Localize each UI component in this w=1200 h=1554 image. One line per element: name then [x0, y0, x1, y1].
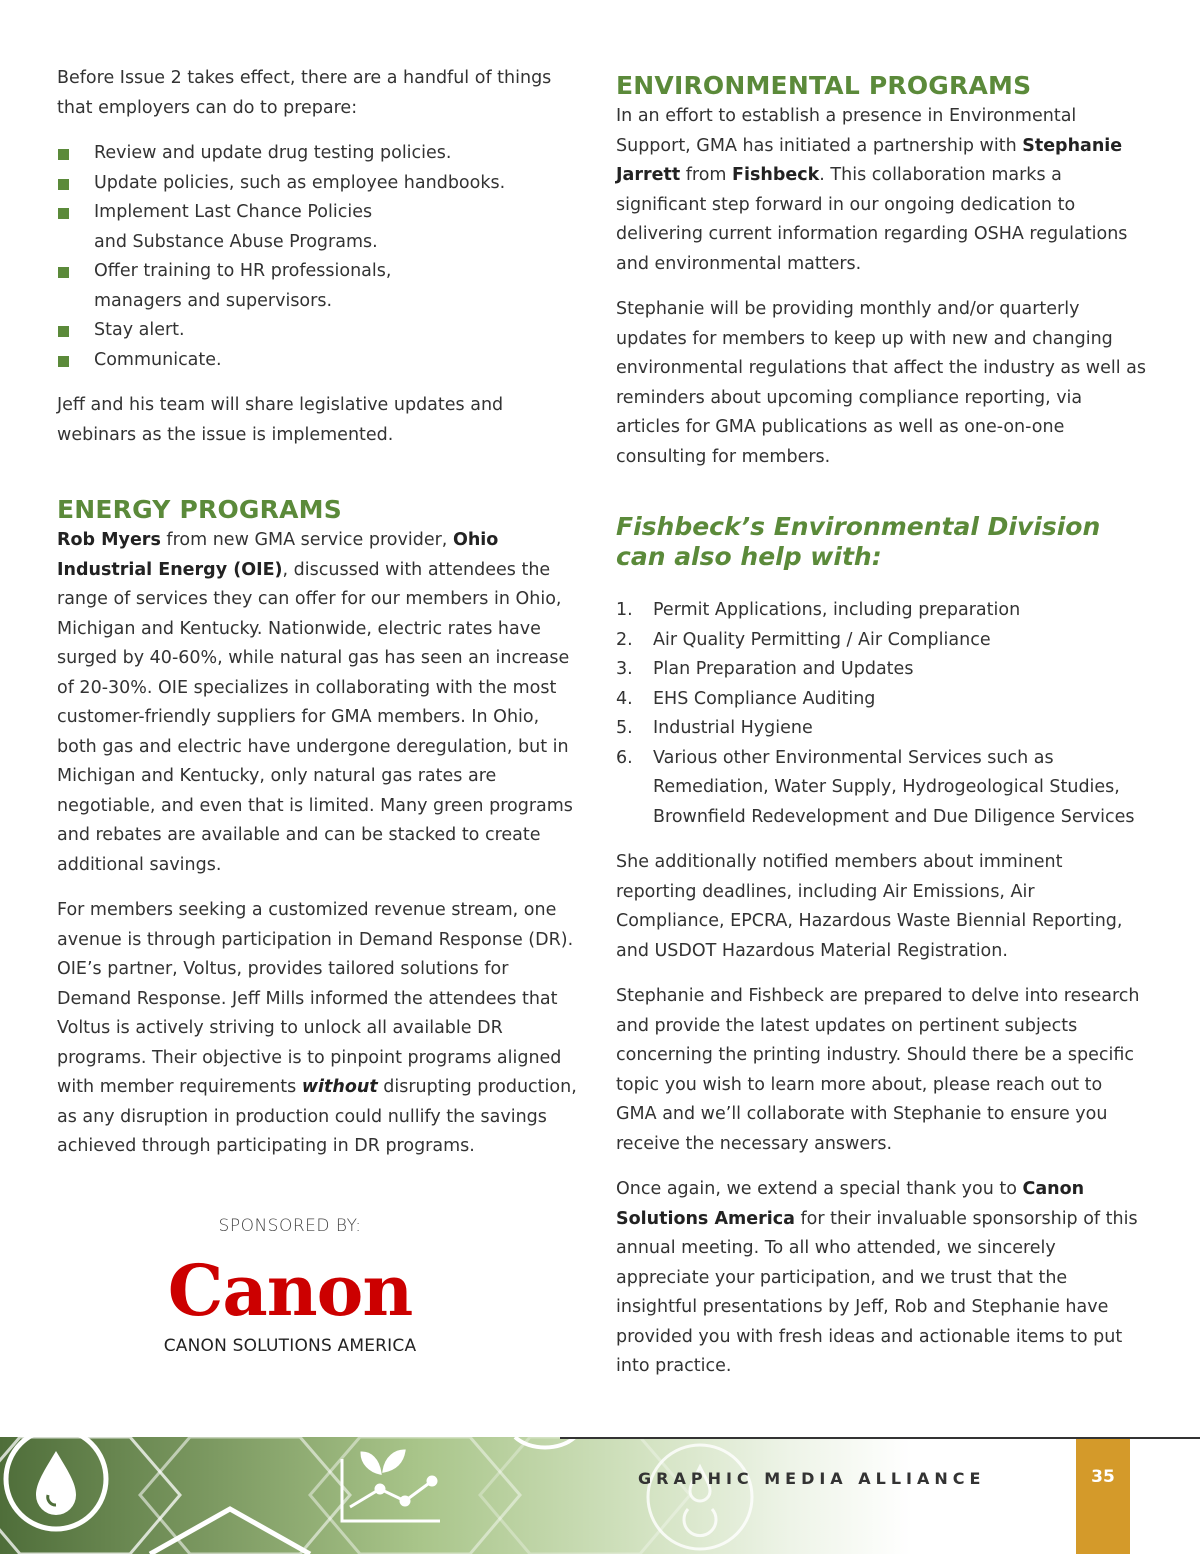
- list-item: 5. Industrial Hygiene: [616, 718, 813, 738]
- environmental-heading: ENVIRONMENTAL PROGRAMS: [616, 71, 1032, 100]
- intro-paragraph: Before Issue 2 takes effect, there are a handful of things that employers can do to prepare:: [57, 68, 552, 118]
- page-number: 35: [1091, 1467, 1115, 1487]
- list-item: 4. EHS Compliance Auditing: [616, 688, 876, 709]
- list-item: Update policies, such as employee handbooks.: [57, 169, 577, 199]
- left-column: [57, 64, 577, 1178]
- recycle-icon: [648, 1445, 752, 1549]
- right-column: [616, 70, 1146, 1398]
- list-item: Implement Last Chance Policies and Substance Abuse Programs.: [57, 198, 394, 257]
- canon-logo-subtitle: CANON SOLUTIONS AMERICA: [163, 1336, 417, 1356]
- square-bullet-icon: [58, 356, 69, 367]
- energy-heading: ENERGY PROGRAMS: [57, 495, 342, 524]
- environmental-paragraph-1: In an effort to establish a presence in Environmental Support, GMA has initiated a partnership with Stephanie Jarrett from Fishbeck. This collaboration marks a significant step forward in our ongoing dedication to delivering current information regarding OSHA regulations and environmental matters.: [616, 106, 1128, 274]
- footer-hexagon-pattern: [0, 1437, 760, 1554]
- energy-paragraph-1: Rob Myers from new GMA service provider, Ohio Industrial Energy (OIE), discussed with attendees the range of services they can offer for our members in Ohio, Michigan and Kentucky. Nationwide, electric rates have surged by 40-60%, while natural gas has seen an increase of 20-30%. OIE specializes in collaborating with the most customer-friendly suppliers for GMA members. In Ohio, both gas and electric have undergone deregulation, but in Michigan and Kentucky, only natural gas rates are negotiable, and even that is limited. Many green programs and rebates are available and can be stacked to create additional savings.: [57, 530, 573, 875]
- water-drop-icon: [6, 1437, 106, 1529]
- environmental-paragraph-2: Stephanie will be providing monthly and/or quarterly updates for members to keep up with new and changing environmental regulations that affect the industry as well as reminders about upcoming compliance reporting, via articles for GMA publications as well as one-on-one consulting for members.: [616, 299, 1146, 467]
- square-bullet-icon: [58, 267, 69, 278]
- list-item: 3. Plan Preparation and Updates: [616, 659, 914, 679]
- list-item: Communicate.: [57, 346, 577, 376]
- energy-paragraph-2: For members seeking a customized revenue stream, one avenue is through participation in Demand Response (DR). OIE’s partner, Voltus, provides tailored solutions for Demand Response. Jeff Mills informed the attendees that Voltus is actively striving to unlock all available DR programs. Their objective is to pinpoint programs aligned with member requirements without disrupting production, as any disruption in production could nullify the savings achieved through participating in DR programs.: [57, 900, 577, 1156]
- list-item: Review and update drug testing policies.: [57, 139, 577, 169]
- canon-logo: Canon: [167, 1249, 413, 1332]
- page-number-tab: [1076, 1439, 1130, 1554]
- list-item: 1. Permit Applications, including preparation: [616, 600, 1021, 620]
- plant-growth-icon: [342, 1451, 440, 1521]
- fishbeck-services-list: [616, 596, 1146, 832]
- list-item: Stay alert.: [57, 316, 577, 346]
- square-bullet-icon: [58, 208, 69, 219]
- fishbeck-heading: Fishbeck’s Environmental Division can also help with:: [616, 512, 1101, 571]
- list-item: Offer training to HR professionals, managers and supervisors.: [57, 257, 394, 316]
- deadlines-paragraph: She additionally notified members about imminent reporting deadlines, including Air Emissions, Air Compliance, EPCRA, Hazardous Waste Biennial Reporting, and USDOT Hazardous Material Registration.: [616, 852, 1123, 961]
- footer: [0, 1437, 1200, 1554]
- house-icon: [150, 1509, 310, 1554]
- closing-paragraph: Jeff and his team will share legislative updates and webinars as the issue is implemented.: [57, 395, 504, 445]
- sponsor-block: [120, 1216, 460, 1356]
- square-bullet-icon: [58, 149, 69, 160]
- square-bullet-icon: [58, 326, 69, 337]
- square-bullet-icon: [58, 179, 69, 190]
- research-paragraph: Stephanie and Fishbeck are prepared to delve into research and provide the latest updates on pertinent subjects concerning the printing industry. Should there be a specific topic you wish to learn more about, please reach out to GMA and we’ll collaborate with Stephanie to ensure you receive the necessary answers.: [616, 986, 1140, 1154]
- list-item: 2. Air Quality Permitting / Air Compliance: [616, 629, 991, 650]
- thanks-paragraph: Once again, we extend a special thank you to Canon Solutions America for their invaluable sponsorship of this annual meeting. To all who attended, we sincerely appreciate your participation, and we trust that the insightful presentations by Jeff, Rob and Stephanie have provided you with fresh ideas and actionable items to put into practice.: [616, 1179, 1138, 1376]
- prep-list: [57, 139, 577, 375]
- sponsor-label: SPONSORED BY:: [218, 1216, 362, 1236]
- list-item: 6. Various other Environmental Services such as Remediation, Water Supply, Hydrogeological Studies, Brownfield Redevelopment and Due Diligence Services: [616, 747, 1135, 827]
- organization-name: GRAPHIC MEDIA ALLIANCE: [638, 1469, 986, 1488]
